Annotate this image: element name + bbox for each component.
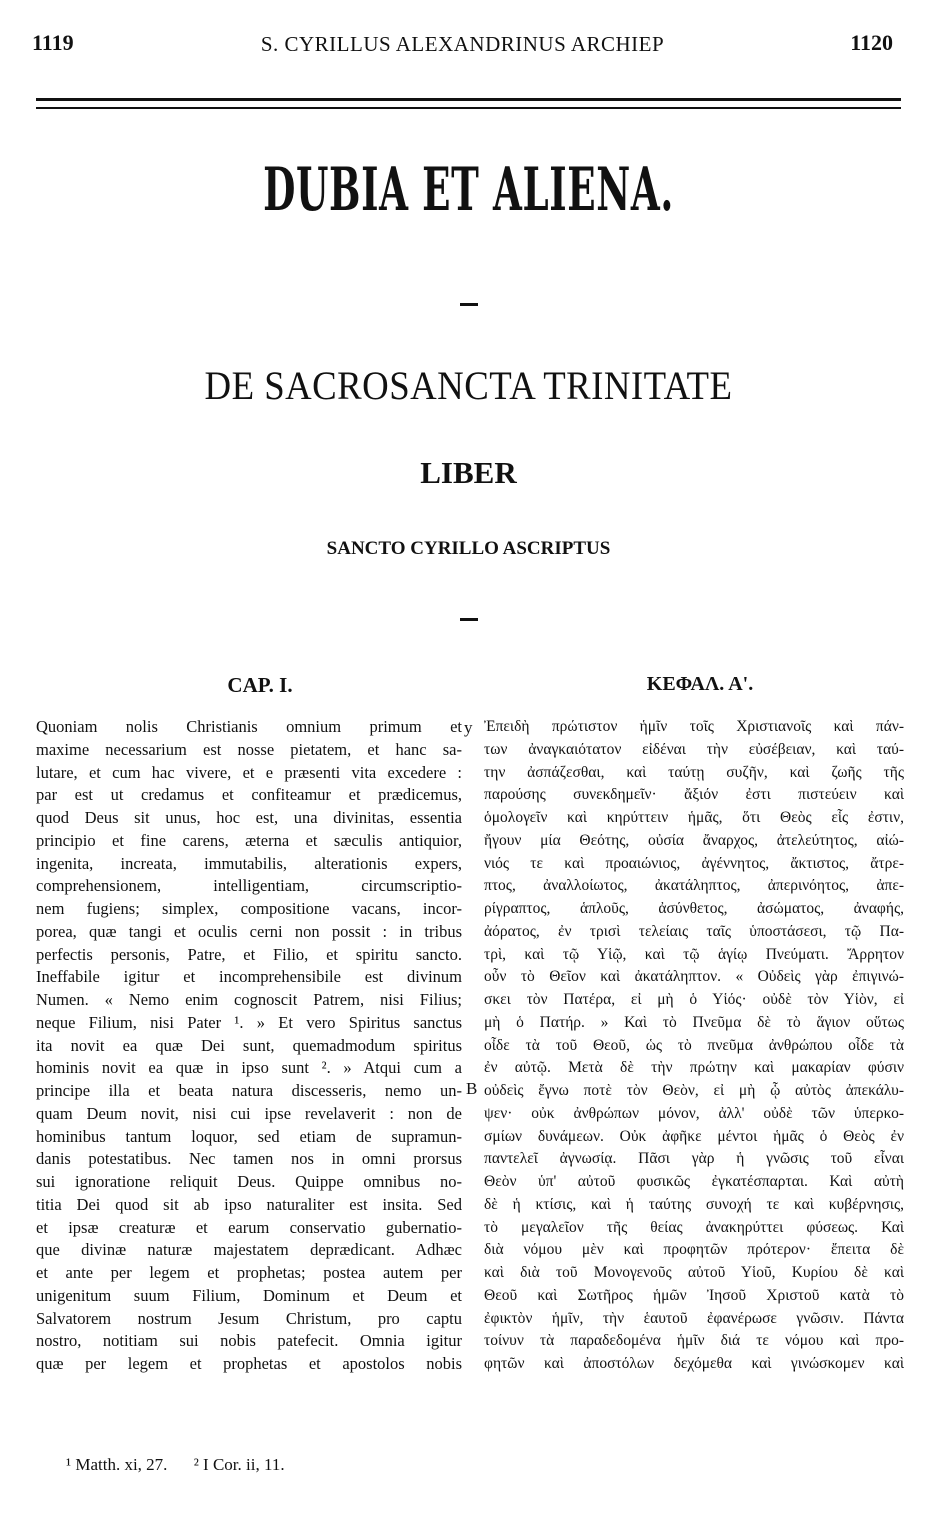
text-line: unigenitum suum Filium, Dominum et Deum et <box>36 1285 462 1305</box>
text-line: Quoniam nolis Christianis omnium primum et <box>36 717 462 736</box>
text-line: δὲ ἡ κτίσις, καὶ ἡ ταύτης συνοχή τε καὶ κυβέρνησις, <box>484 1195 904 1213</box>
chapter-heading-latin: CAP. I. <box>227 673 293 697</box>
text-line: τοίνυν τὰ παραδεδομένα ἡμῖν διά τε νόμου καὶ προ- <box>484 1332 904 1350</box>
text-line: καὶ διὰ τοῦ Μονογενοῦς αὐτοῦ Υἱοῦ, Κυρίου δὲ καὶ <box>484 1264 904 1281</box>
text-line: perfectis personis, Patre, et Filio, et spiritu sancto. <box>36 944 462 964</box>
page-number-left: 1119 <box>32 30 74 55</box>
text-line: ὁμολογεῖν καὶ κηρύττειν ἡμᾶς, ὅτι Θεὸς εἷς ἐστιν, <box>484 809 904 826</box>
text-line: ἤγουν μία Θεότης, οὐσία ἄναρχος, ἀτελεύτητος, αἰώ- <box>484 831 904 849</box>
margin-mark-b: B <box>466 1079 478 1098</box>
subtitle: DE SACROSANCTA TRINITATE <box>204 363 733 408</box>
text-line: quam Deum novit, nisi cui ipse revelaverit : non de <box>36 1103 462 1123</box>
text-line: quæ per legem et prophetas et apostolos nobis <box>36 1354 462 1373</box>
text-line: nostro, notitiam sui nobis patefecit. Omnia igitur <box>36 1331 462 1351</box>
text-line: nem fugiens; simplex, compositione vacans, incor- <box>36 899 462 918</box>
footnote-1: ¹ Matth. xi, 27. <box>66 1455 168 1474</box>
text-line: ita novit ea quæ Dei sunt, quemadmodum spiritus <box>36 1035 462 1055</box>
text-line: σκει τὸν Πατέρα, εἰ μὴ ὁ Υἱός· οὐδὲ τὸν Υἱὸν, εἰ <box>484 991 904 1008</box>
running-head-title: S. CYRILLUS ALEXANDRINUS ARCHIEP <box>260 32 665 56</box>
text-line: ἐν αὐτῷ. Μετὰ δὲ τὴν πρώτην καὶ μακαρίαν φύσιν <box>484 1059 904 1077</box>
text-line: Θεὸν ὑπ' αὐτοῦ φυσικῶς ἐγκατέσπαρται. Καὶ αὐτὴ <box>484 1173 904 1190</box>
running-head <box>32 30 893 64</box>
text-line: ρίγραπτος, ἁπλοῦς, ἀσύνθετος, ἀσώματος, ἀναφής, <box>484 900 904 917</box>
text-line: Ineffabile igitur et incomprehensibile est divinum <box>36 967 462 987</box>
text-line: ἀόρατος, ἐν τρισὶ τελείαις ταῖς ὑποστάσεσι, τῷ Πα- <box>484 922 904 940</box>
text-line: τρὶ, καὶ τῷ Υἱῷ, καὶ τῷ ἁγίῳ Πνεύματι. Ἄρρητον <box>484 945 904 963</box>
text-line: οὖν τὸ Θεῖον καὶ ἀκατάληπτον. « Οὐδεὶς γὰρ ἐπιγινώ- <box>484 968 904 986</box>
text-line: comprehensionem, intelligentiam, circumscriptio- <box>36 876 462 896</box>
text-line: que divinæ naturæ majestatem deprædicant. Adhæc <box>36 1240 462 1260</box>
text-line: πτος, ἀναλλοίωτος, ἀκατάληπτος, ἀπερινόητος, ἀπε- <box>484 877 904 895</box>
text-line: την ἀσπάζεσθαι, καὶ ταύτῃ συζῆν, καὶ ζωῆς τῆς <box>484 763 904 781</box>
greek-column <box>484 716 904 1376</box>
text-line: hominibus tantum loquor, sed etiam de supramun- <box>36 1126 462 1146</box>
text-line: παρούσης συνεκδημεῖν· ἄξιόν ἐστι πιστεύειν καὶ <box>484 786 904 804</box>
text-line: maxime necessarium est nosse pietatem, et hanc sa- <box>36 739 462 759</box>
text-line: neque Filium, nisi Pater ¹. » Et vero Spiritus sanctus <box>36 1012 462 1032</box>
text-line: νιός τε καὶ προαιώνιος, ἀγέννητος, ἄκτιστος, ἄτρε- <box>484 854 904 872</box>
text-line: sui ignoratione reliquit Deus. Quippe omnibus no- <box>36 1172 462 1191</box>
text-line: οἶδε τὰ τοῦ Θεοῦ, ὡς τὸ πνεῦμα ἀνθρώπου οἶδε τὰ <box>484 1036 904 1054</box>
text-line: porea, quæ tangi et oculis cerni non possit : in tribus <box>36 921 462 941</box>
text-line: quod Deus sit unus, hoc est, una divinitas, essentia <box>36 808 462 827</box>
text-line: ingenita, increata, immutabilis, alterationis expers, <box>36 853 462 873</box>
chapter-heading-greek: ΚΕΦΑΛ. Α'. <box>646 673 754 695</box>
section-divider <box>460 618 478 621</box>
text-line: ψεν· οὐκ ἀνθρώπων μόνον, ἀλλ' οὐδὲ τῶν ὑπερκο- <box>484 1104 904 1122</box>
text-line: τὸ μεγαλεῖον τῆς θείας ἀνακηρύττει φύσεως. Καὶ <box>484 1218 904 1236</box>
title-divider <box>460 303 478 306</box>
text-line: των ἀναγκαιότατον εἰδέναι τὴν εὐσέβειαν, καὶ ταύ- <box>484 740 904 758</box>
text-line: διὰ νόμου μὲν καὶ προφητῶν πρότερον· ἔπειτα δὲ <box>484 1241 904 1259</box>
text-line: φητῶν καὶ ἀποστόλων δεχόμεθα καὶ γινώσκομεν καὶ <box>484 1355 904 1372</box>
page-number-right: 1120 <box>850 30 893 55</box>
text-line: σμίων δυνάμεων. Οὐκ ἀφῆκε μέντοι ἡμᾶς ὁ Θεὸς ἐν <box>484 1127 904 1145</box>
text-line: et ipsæ creaturæ et earum conservatio gubernatio- <box>36 1217 462 1237</box>
text-line: ἐφικτὸν ἡμῖν, τὴν ἑαυτοῦ ἐφανέρωσε γνῶσιν. Πάντα <box>484 1309 904 1327</box>
latin-column <box>36 716 462 1376</box>
liber-heading: LIBER <box>420 455 517 490</box>
footnotes <box>66 1455 307 1475</box>
ascription-line: SANCTO CYRILLO ASCRIPTUS <box>326 538 611 559</box>
text-line: principio et fine carens, æterna et sæculis antiquior, <box>36 830 462 850</box>
text-line: Θεοῦ καὶ Σωτῆρος ἡμῶν Ἰησοῦ Χριστοῦ κατὰ τὸ <box>484 1286 904 1304</box>
text-line: Salvatorem nostrum Jesum Christum, pro captu <box>36 1308 462 1328</box>
text-line: principe illa et beata natura discesseris, nemo un- <box>36 1081 462 1100</box>
header-rule <box>36 98 901 109</box>
text-line: hominis novit ea quæ in ipso sunt ². » Atqui cum a <box>36 1058 462 1078</box>
main-title: DUBIA ET ALIENA. <box>263 155 674 225</box>
text-line: titia Dei quod sit ab ipso naturaliter est insita. Sed <box>36 1194 462 1214</box>
text-line: οὐδεὶς ἔγνω ποτὲ τὸν Θεὸν, εἰ μὴ ᾧ αὐτὸς ἀπεκάλυ- <box>484 1082 904 1099</box>
text-line: et ante per legem et prophetas; postea autem per <box>36 1263 462 1282</box>
footnote-2: ² I Cor. ii, 11. <box>193 1455 285 1474</box>
text-line: par est ut credamus et confiteamur et prædicemus, <box>36 785 462 805</box>
text-line: Numen. « Nemo enim cognoscit Patrem, nisi Filius; <box>36 990 462 1009</box>
text-line: lutare, et cum hac vivere, et e præsenti vita excedere : <box>36 762 462 782</box>
text-line: παντελεῖ ἀγνωσίᾳ. Πᾶσι γὰρ ἡ γνῶσις τοῦ εἶναι <box>484 1150 904 1168</box>
text-line: μὴ ὁ Πατήρ. » Καὶ τὸ Πνεῦμα δὲ τὸ ἅγιον οὕτως <box>484 1013 904 1031</box>
text-line: Ἐπειδὴ πρώτιστον ἡμῖν τοῖς Χριστιανοῖς καὶ πάν- <box>484 718 904 735</box>
text-line: danis potestatibus. Nec tamen nos in omni prorsus <box>36 1149 462 1169</box>
margin-mark-a: y <box>464 718 473 737</box>
